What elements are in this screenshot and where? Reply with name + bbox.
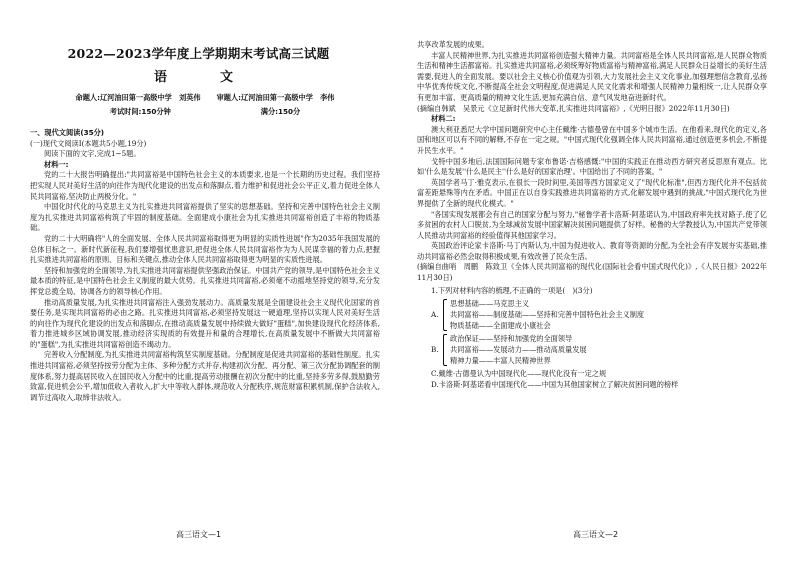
paragraph: 完善收入分配制度,为扎实推进共同富裕构筑坚实制度基础。分配制度是促进共同富裕的基础性制度。扎实推进共同富裕,必须坚持按劳分配为主体、多种分配方式并存,构建初次分配、再分配、第三次分配协调配套的制度体系,努力提高居民收入在国民收入分配中的比重,提高劳动报酬在初次分配中的比重,坚持多劳多得,鼓励勤劳致富,促进机会公平,增加低收入者收入,扩大中等收入群体,规范收入分配秩序,规范财富积累机制,保护合法收入,调节过高收入,取缔非法收入。 <box>30 350 380 402</box>
material-2-label: 材料二: <box>431 114 456 124</box>
exam-info <box>30 107 380 117</box>
paragraph: 党的二十大报告明确提出:"共同富裕是中国特色社会主义的本质要求,也是一个长期的历史过程。我们坚持把实现人民对美好生活的向往作为现代化建设的出发点和落脚点,着力维护和促进社会公平正义,着力促进全体人民共同富裕,坚决防止两极分化。" <box>30 170 380 201</box>
right-body <box>417 40 767 390</box>
option-line: 政治保证——坚持和加强党的全面领导 <box>450 334 573 344</box>
exam-title: 2022—2023学年度上学期期末考试高三试题 <box>67 46 330 61</box>
subsection-heading: (一)现代文阅读Ⅰ(本题共5小题,19分) <box>30 138 147 148</box>
page-number-left: 高三语文—1 <box>175 530 222 539</box>
question-1: 1.下列对材料内容的梳理,不正确的一项是( )(3分) <box>431 285 593 295</box>
brace-icon <box>443 299 447 331</box>
option-a <box>431 299 767 331</box>
paragraph: 中国化时代化的马克思主义为扎实推进共同富裕提供了坚实的思想基础。坚持和完善中国特色社会主义制度为扎实推进共同富裕构筑了牢固的制度基础。全面建成小康社会为扎实推进共同富裕创造了丰裕的物质基础。 <box>30 202 380 233</box>
option-d: D.卡洛斯·阿基诺看中国现代化——中国为其他国家树立了解决贫困问题的榜样 <box>431 379 679 389</box>
option-letter: A. <box>431 309 439 319</box>
paragraph: "各国实现发展都会有自己的国家分配与努力,"秘鲁学者卡洛斯·阿基诺认为,中国政府率先找对路子,使了亿多贫困的农村人口脱贫,为全球减贫发展中国家解决贫困问题提供了好样。秘鲁的大学教授认为,中国共产党带领人民推动共同富裕的经验值得其他国家学习。 <box>417 209 767 240</box>
page-number-right: 高三语文—2 <box>572 530 619 539</box>
citation: (摘编自曲哨 周鹏 陈致卫《全体人民共同富裕的现代化(国际社会看中国式现代化)》,《人民日报》2022年11月30日) <box>417 262 767 283</box>
option-c: C.戴维·古德曼认为中国现代化——现代化没有一定之规 <box>431 369 607 379</box>
option-b <box>431 334 767 366</box>
option-line: 精神力量——丰富人民精神世界 <box>450 355 551 365</box>
option-letter: B. <box>431 344 439 354</box>
reviewer: 审题人:辽河油田第一高级中学 李伟 <box>216 93 335 102</box>
paragraph: 丰富人民精神世界,为扎实推进共同富裕创造强大精神力量。共同富裕是全体人民共同富裕,是人民群众物质生活和精神生活都富裕。扎实推进共同富裕,必须统筹好物质富裕与精神富裕,满足人民群众日益增长的美好生活需要,促进人的全面发展。要以社会主义核心价值观为引领,大力发展社会主义文化事业,加强理想信念教育,弘扬中华优秀传统文化,不断提高全社会文明程度,促进满足人民文化需求和增强人民精神力量相统一,让人民群众享有更加丰富、更高质量的精神文化生活,更加充满自信、意气风发地奋进新时代。 <box>417 50 767 102</box>
option-line: 共同富裕——发展动力——推动高质量发展 <box>450 344 587 354</box>
paragraph: 坚持和加强党的全面领导,为扎实推进共同富裕提供坚强政治保证。中国共产党的领导,是中国特色社会主义最本质的特征,是中国特色社会主义制度的最大优势。扎实推进共同富裕,必须毫不动摇地坚持党的领导,充分发挥党总揽全局、协调各方的领导核心作用。 <box>30 265 380 296</box>
setter: 命题人:辽河油田第一高级中学 刘英伟 <box>75 93 201 102</box>
section-heading: 一、现代文阅读(35分) <box>30 128 105 137</box>
left-body <box>30 128 380 403</box>
option-line: 思想基础——马克思主义 <box>450 299 530 309</box>
paragraph: 英国政治评论家卡洛斯·马丁内斯认为,中国为促进收入、教育等资源的分配,为全社会有序发展夯实基础,推动共同富裕必然会取得积极成果,有效改善了民众生活。 <box>417 241 767 261</box>
full-score: 满分:150分 <box>260 107 301 116</box>
paragraph: 英国学者马丁·雅克表示,在很长一段时间里,美国等西方国家定义了"现代化标准",但西方现代化并不包括贫富差距悬殊等内在矛盾。中国正在以自身实践推进共同富裕的方式,化解发展中遇到的挑战,"中国式现代化为世界提供了全新的现代化模式。" <box>417 177 767 208</box>
option-line: 物质基础——全面建成小康社会 <box>450 320 551 330</box>
author-info <box>30 93 380 103</box>
brace-icon <box>443 334 447 366</box>
exam-time: 考试时间:150分钟 <box>109 107 171 116</box>
instruction: 阅读下面的文字,完成1~5题。 <box>44 149 141 159</box>
paragraph: 戈特中国多地后,法国国际问题专家布鲁诺·吉格感慨:"中国的实践正在推动西方研究者反思原有观点。比如'什么是发展''什么是民主''什么是好的国家治理'。中国给出了不同的答案。" <box>417 156 767 177</box>
paragraph: 党的二十大明确将"人的全面发展、全体人民共同富裕取得更为明显的实质性进展"作为2035年我国发展的总体目标之一。新时代新征程,我们要增强忧患意识,把促进全体人民共同富裕作为为人民谋幸福的着力点,把握扎实推进共同富裕的原则、目标和关键点,推动全体人民共同富裕取得更为明显的实质性进展。 <box>30 233 380 265</box>
continued-text: 共享改革发展的成果。 <box>417 40 489 49</box>
paragraph: 推动高质量发展,为扎实推进共同富裕注入强劲发展动力。高质量发展是全面建设社会主义现代化国家的首要任务,是实现共同富裕的必由之路。扎实推进共同富裕,必须坚持发展这一硬道理,坚持以实现人民对美好生活的向往作为现代化建设的出发点和落脚点,在推动高质量发展中持续做大做好"蛋糕",加快建设现代化经济体系,着力推进城乡区域协调发展,推动经济实现质的有效提升和量的合理增长,在高质量发展中不断做大共同富裕的"蛋糕",为扎实推进共同富裕创造不竭动力。 <box>30 297 380 349</box>
exam-subject: 语 文 <box>153 70 253 85</box>
option-line: 共同富裕——制度基础——坚持和完善中国特色社会主义制度 <box>450 309 645 319</box>
citation: (摘编自韩斌 吴景元《立足新时代伟大变革,扎实推进共同富裕》,《光明日报》2022年11月30日) <box>417 103 730 113</box>
page-right <box>397 0 794 562</box>
paragraph: 澳大利亚悉尼大学中国问题研究中心主任戴维·古德曼曾在中国多个城市生活。在他看来,现代化的定义,各国和地区可以有不同的解释,不存在一定之规。"中国式现代化强调全体人民共同富裕,通过创造更多机会,不断提升民生水平。" <box>417 124 767 155</box>
material-1-label: 材料一: <box>44 159 69 169</box>
